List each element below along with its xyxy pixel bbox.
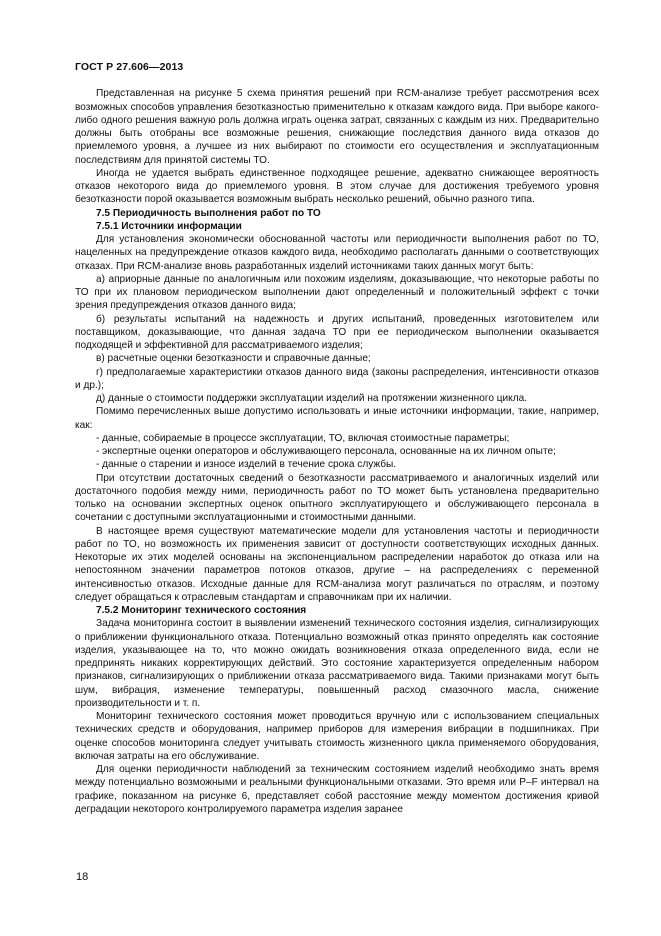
dash-item: - данные, собираемые в процессе эксплуатации, ТО, включая стоимостные параметры; [96,432,510,444]
dash-item: - данные о старении и износе изделий в течение срока службы. [96,459,397,471]
paragraph: При отсутствии достаточных сведений о безотказности рассматриваемого и аналогичных изделий или достаточного подобия между ними, периодичность работ по ТО может быть установлена предварительно только на основании экспертных оценок опытного эксплуатирующего и обслуживающего персонала в сочетании с доступными эксплуатационными и стоимостными данными. [75,472,599,524]
paragraph: Представленная на рисунке 5 схема принятия решений при RCM-анализе требует рассмотрения всех возможных способов управления безотказностью применительно к отказам каждого вида. При выборе какого-либо одного решения важную роль должна играть оценка затрат, связанных с каждым из них. Предварительно должны быть отобраны все возможные решения, снижающие последствия данного вида отказов до приемлемого уровня, а лучшее из них выбирают по стоимости его осуществления и эксплуатационным последствиям для принятой системы ТО. [75,88,599,166]
paragraph: Помимо перечисленных выше допустимо использовать и иные источники информации, такие, например, как: [75,406,599,431]
dash-item: - экспертные оценки операторов и обслуживающего персонала, основанные на их личном опыте; [96,446,556,457]
subsection-heading: 7.5.2 Мониторинг технического состояния [96,605,307,616]
document-header: ГОСТ Р 27.606—2013 [75,61,184,73]
list-item: д) данные о стоимости поддержки эксплуатации изделий на протяжении жизненного цикла. [96,393,527,404]
paragraph: Мониторинг технического состояния может проводиться вручную или с использованием специальных технических средств и оборудования, например приборов для измерения вибрации в подшипниках. При оценке способов мониторинга следует учитывать стоимость жизненного цикла применяемого оборудования, включая затраты на его обслуживание. [75,711,599,762]
page-number: 18 [76,871,89,883]
list-item: б) результаты испытаний на надежность и других испытаний, проведенных изготовителем или поставщиком, доказывающие, что данная задача ТО при ее периодическом выполнении оказывается подходящей и эффективной для рассматриваемого изделия; [75,313,599,351]
list-item: в) расчетные оценки безотказности и справочные данные; [96,353,371,365]
paragraph: Для установления экономически обоснованной частоты или периодичности выполнения работ по ТО, нацеленных на предупреждение отказов каждого вида, необходимо располагать данными о соответствующих отказах. При RCM-анализе вновь разработанных изделий источниками таких данных могут быть: [75,234,599,272]
subsection-heading: 7.5.1 Источники информации [96,220,242,232]
paragraph: Для оценки периодичности наблюдений за техническим состоянием изделий необходимо знать время между потенциально возможными и реальными функциональными отказами. Это время или P–F интервал на графике, показанном на рисунке 6, представляет собой расстояние между моментом достижения кривой деградации некоторого контролируемого параметра изделия заранее [75,764,599,815]
paragraph: Задача мониторинга состоит в выявлении изменений технического состояния изделия, сигнализирующих о приближении функционального отказа. Потенциально возможный отказ принято определять как состояние изделия, указывающее на то, что можно ожидать возникновения отказа определенного вида, если не предпринять никаких корректирующих действий. Это состояние характеризуется определенным набором признаков, сигнализирующих о приближении отказа рассматриваемого вида. Такими признаками могут быть шум, вибрация, изменение температуры, повышенный расход смазочного масла, снижение производительности и т. п. [75,618,599,709]
paragraph: В настоящее время существуют математические модели для установления частоты и периодичности работ по ТО, но возможность их применения зависит от доступности соответствующих исходных данных. Некоторые их этих моделей основаны на экспоненциальном распределении наработок до отказа или на непостоянном значении параметров потоков отказов, другие – на распределениях с переменной интенсивностью отказов. Исходные данные для RCM-анализа могут различаться по отраслям, и поэтому следует обращаться к отраслевым стандартам и справочникам при их наличии. [75,525,599,603]
document-body [75,87,599,816]
section-heading: 7.5 Периодичность выполнения работ по ТО [96,207,321,219]
list-item: г) предполагаемые характеристики отказов данного вида (законы распределения, интенсивности отказов и др.); [75,366,599,391]
paragraph: Иногда не удается выбрать единственное подходящее решение, адекватно снижающее вероятность отказов некоторого вида до приемлемого уровня. В этом случае для достижения требуемого уровня безотказности порой оказывается возможным выбрать несколько решений, обычно разного типа. [75,167,599,206]
list-item: а) априорные данные по аналогичным или похожим изделиям, доказывающие, что некоторые работы по ТО при их плановом периодическом выполнении дают определенный и положительный эффект с точки зрения предупреждения отказов данного вида; [75,273,599,312]
